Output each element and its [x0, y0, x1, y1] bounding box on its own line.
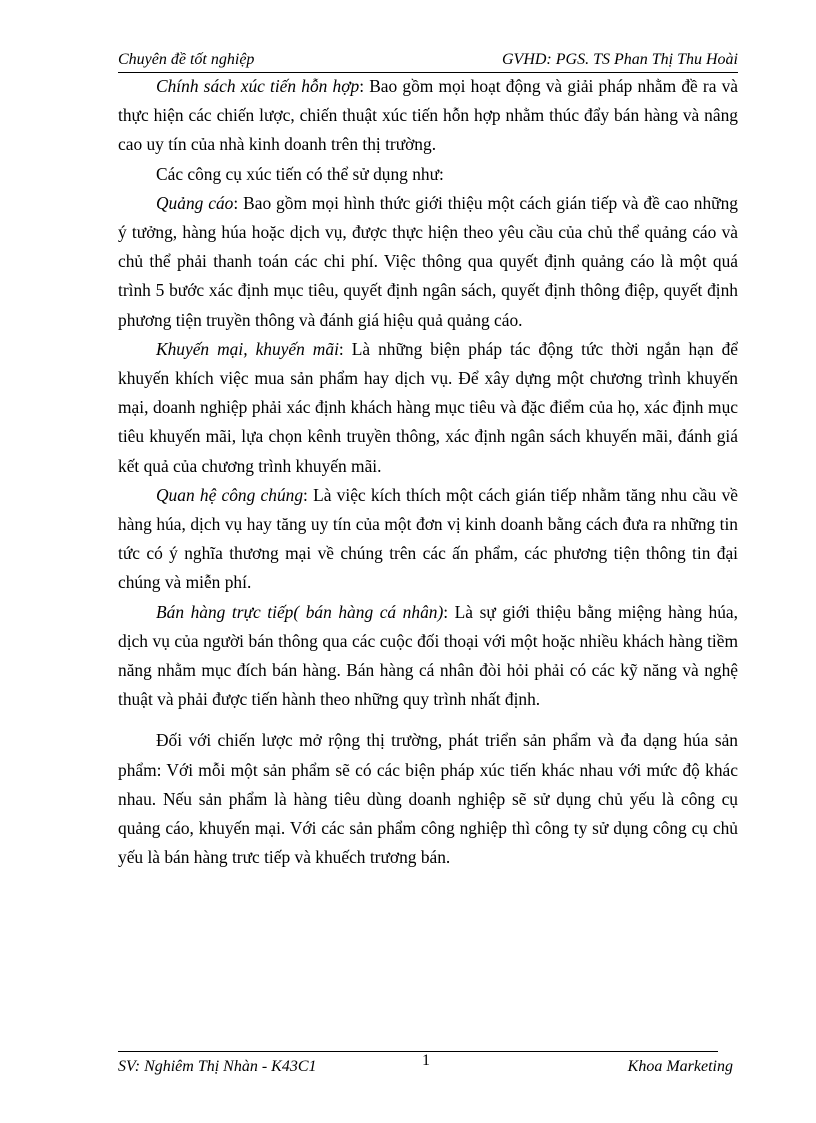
- paragraph-text: : Là việc kích thích một cách gián tiếp nhằm tăng nhu cầu về hàng húa, dịch vụ hay tăng uy tín của một đơn vị kinh doanh bằng cách đưa ra những tin tức có ý nghĩa thương mại về chúng trên các ấn phẩm, các phương tiện thông tin đại chúng và miễn phí.: [118, 484, 738, 593]
- paragraph-market-strategy: [118, 726, 738, 872]
- page-number: 1: [422, 1052, 430, 1069]
- header-document-type: Chuyên đề tốt nghiệp: [118, 51, 255, 68]
- paragraph-sales-promotion: [118, 335, 738, 481]
- paragraph-advertising: [118, 189, 738, 335]
- paragraph-personal-selling: [118, 598, 738, 715]
- term-promotion-mix: Chính sách xúc tiến hỗn hợp: [156, 76, 360, 96]
- page-body: [118, 72, 738, 872]
- paragraph-text: : Bao gồm mọi hình thức giới thiệu một cách gián tiếp và đề cao những ý tưởng, hàng húa hoặc dịch vụ, được thực hiện theo yêu cầu của chủ thể quảng cáo và chủ thể phải thanh toán các chi phí. Việc thông qua quyết định quảng cáo là một quá trình 5 bước xác định mục tiêu, quyết định ngân sách, quyết định thông điệp, quyết định phương tiện truyền thông và đánh giá hiệu quả quảng cáo.: [118, 192, 738, 330]
- term-public-relations: Quan hệ công chúng: [156, 484, 304, 505]
- term-sales-promotion: Khuyến mại, khuyến mãi: [156, 338, 339, 359]
- paragraph-text: : Bao gồm mọi hoạt động và giải pháp nhằm đề ra và thực hiện các chiến lược, chiến thuật xúc tiến hỗn hợp nhằm thúc đẩy bán hàng và nâng cao uy tín của nhà kinh doanh trên thị trường.: [118, 76, 739, 155]
- paragraph-public-relations: [118, 481, 738, 598]
- header-supervisor: GVHD: PGS. TS Phan Thị Thu Hoài: [501, 51, 738, 68]
- footer-student: SV: Nghiêm Thị Nhàn - K43C1: [118, 1058, 317, 1075]
- page-footer: [118, 1054, 733, 1078]
- footer-divider: [118, 1051, 718, 1052]
- paragraph-promotion-mix: [118, 72, 738, 160]
- page-header: [118, 46, 738, 73]
- term-personal-selling: Bán hàng trực tiếp( bán hàng cá nhân): [156, 601, 444, 622]
- paragraph-text: : Là sự giới thiệu bằng miệng hàng húa, dịch vụ của người bán thông qua các cuộc đối thoại với một hoặc nhiều khách hàng tiềm năng nhằm mục đích bán hàng. Bán hàng cá nhân đòi hỏi phải có các kỹ năng và nghệ thuật và phải được tiến hành theo những quy trình nhất định.: [118, 601, 738, 710]
- term-advertising: Quảng cáo: [156, 192, 234, 213]
- paragraph-text: Đối với chiến lược mở rộng thị trường, phát triển sản phẩm và đa dạng húa sản phẩm: Với mỗi một sản phẩm sẽ có các biện pháp xúc tiến khác nhau với mức độ khác nhau. Nếu sản phẩm là hàng tiêu dùng doanh nghiệp sẽ sử dụng chủ yếu là công cụ quảng cáo, khuyến mại. Với các sản phẩm công nghiệp thì công ty sử dụng công cụ chủ yếu là bán hàng trưc tiếp và khuếch trương bán.: [118, 730, 738, 868]
- paragraph-text: : Là những biện pháp tác động tức thời ngắn hạn để khuyến khích việc mua sản phẩm hay dịch vụ. Để xây dựng một chương trình khuyến mại, doanh nghiệp phải xác định khách hàng mục tiêu và đặc điểm của họ, xác định mục tiêu khuyến mãi, lựa chọn kênh truyền thông, xác định ngân sách khuyến mãi, đánh giá kết quả của chương trình khuyến mãi.: [118, 338, 738, 476]
- footer-department: Khoa Marketing: [627, 1058, 733, 1075]
- paragraph-text: Các công cụ xúc tiến có thể sử dụng như:: [156, 163, 444, 184]
- paragraph-tools-intro: [118, 160, 738, 189]
